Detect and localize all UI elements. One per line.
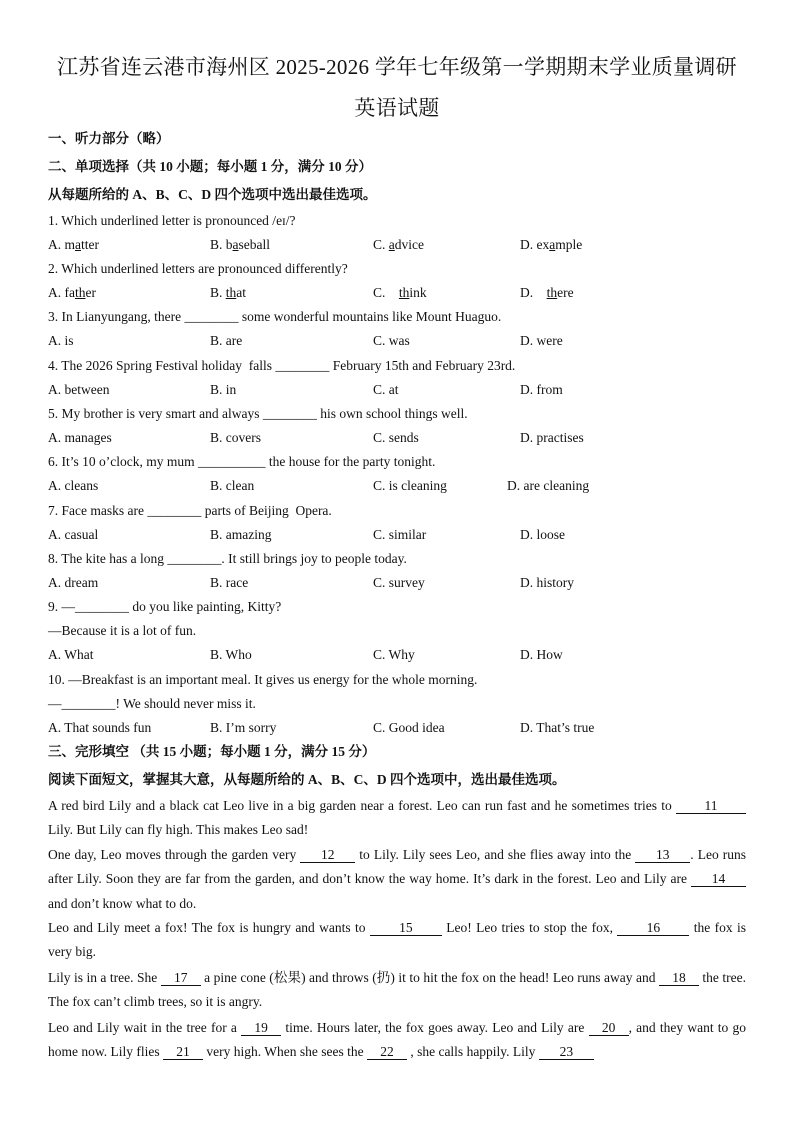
cloze-paragraph: One day, Leo moves through the garden very 12 to Lily. Lily sees Leo, and she flies away into the 13 . Leo runs after Lily. Soon they are far from the garden, and don’t know the way home. It’s dark in the forest. Leo and Lily are 14 and don’t know what to do. <box>48 847 746 911</box>
option-a: A. dream <box>48 575 99 590</box>
option-c: C. is cleaning <box>373 478 447 493</box>
cloze-blank: 11 <box>676 798 746 814</box>
option-a: A. casual <box>48 527 99 542</box>
question-stem: 4. The 2026 Spring Festival holiday falls ________ February 15th and February 23rd. <box>48 358 516 373</box>
section-single-choice-heading: 二、单项选择（共 10 小题；每小题 1 分，满分 10 分） <box>48 159 372 174</box>
option-c: C. think <box>373 285 427 300</box>
question-stem: 8. The kite has a long ________. It still brings joy to people today. <box>48 551 407 566</box>
option-d: D. loose <box>520 527 565 542</box>
option-a: A. cleans <box>48 478 99 493</box>
option-b: B. Who <box>210 647 252 662</box>
option-d: D. How <box>520 647 563 662</box>
option-c: C. similar <box>373 527 427 542</box>
cloze-blank: 12 <box>300 847 355 863</box>
option-b: B. amazing <box>210 527 272 542</box>
question-stem: 7. Face masks are ________ parts of Beijing Opera. <box>48 503 332 518</box>
question-stem: 5. My brother is very smart and always ________ his own school things well. <box>48 406 468 421</box>
cloze-blank: 17 <box>161 970 201 986</box>
cloze-paragraph: Leo and Lily meet a fox! The fox is hungry and wants to 15 Leo! Leo tries to stop the fox, 16 the fox is very big. <box>48 920 746 960</box>
cloze-paragraph: Leo and Lily wait in the tree for a 19 time. Hours later, the fox goes away. Leo and Lily are 20 , and they want to go home now. Lily flies 21 very high. When she sees the 22 , she calls happily. Lily 23 <box>48 1020 747 1060</box>
option-d: D. That’s true <box>520 720 595 735</box>
option-b: B. in <box>210 382 237 397</box>
option-b: B. baseball <box>210 237 271 252</box>
cloze-blank: 19 <box>241 1020 281 1036</box>
exam-title-line1: 江苏省连云港市海州区 2025-2026 学年七年级第一学期期末学业质量调研 <box>57 55 737 79</box>
section-cloze-instruction: 阅读下面短文，掌握其大意，从每题所给的 A、B、C、D 四个选项中，选出最佳选项。 <box>48 772 566 787</box>
option-c: C. Why <box>373 647 415 662</box>
option-d: D. from <box>520 382 563 397</box>
option-b: B. I’m sorry <box>210 720 277 735</box>
cloze-blank: 20 <box>589 1020 629 1036</box>
option-d: D. example <box>520 237 583 252</box>
question-stem: 6. It’s 10 o’clock, my mum __________ the house for the party tonight. <box>48 454 436 469</box>
option-b: B. clean <box>210 478 255 493</box>
question-stem: 10. —Breakfast is an important meal. It gives us energy for the whole morning. <box>48 672 478 687</box>
cloze-blank: 21 <box>163 1044 203 1060</box>
cloze-blank: 18 <box>659 970 699 986</box>
option-c: C. advice <box>373 237 425 252</box>
question-stem: 9. —________ do you like painting, Kitty? <box>48 599 282 614</box>
option-b: B. are <box>210 333 243 348</box>
section-cloze-heading: 三、完形填空 （共 15 小题；每小题 1 分，满分 15 分） <box>48 744 376 759</box>
cloze-blank: 15 <box>370 920 442 936</box>
option-d: D. history <box>520 575 574 590</box>
section-listening-heading: 一、听力部分（略） <box>48 131 170 146</box>
question-stem: 2. Which underlined letters are pronounced differently? <box>48 261 348 276</box>
question-response: —________! We should never miss it. <box>48 696 256 711</box>
option-d: D. practises <box>520 430 584 445</box>
section-single-choice-instruction: 从每题所给的 A、B、C、D 四个选项中选出最佳选项。 <box>48 187 377 202</box>
cloze-paragraph: A red bird Lily and a black cat Leo live in a big garden near a forest. Leo can run fast and he sometimes tries to 11 Lily. But Lily can fly high. This makes Leo sad! <box>48 794 746 843</box>
option-c: C. was <box>373 333 410 348</box>
cloze-blank: 16 <box>617 920 689 936</box>
option-d: D. there <box>520 285 574 300</box>
cloze-blank: 22 <box>367 1044 407 1060</box>
cloze-blank: 13 <box>635 847 690 863</box>
option-d: D. were <box>520 333 563 348</box>
option-b: B. race <box>210 575 249 590</box>
cloze-blank: 14 <box>691 871 746 887</box>
option-c: C. survey <box>373 575 425 590</box>
option-b: B. covers <box>210 430 261 445</box>
question-response: —Because it is a lot of fun. <box>48 623 197 638</box>
option-c: C. at <box>373 382 399 397</box>
cloze-blank: 23 <box>539 1044 594 1060</box>
option-c: C. sends <box>373 430 419 445</box>
option-b: B. that <box>210 285 247 300</box>
option-a: A. manages <box>48 430 112 445</box>
question-stem: 3. In Lianyungang, there ________ some wonderful mountains like Mount Huaguo. <box>48 309 502 324</box>
option-a: A. That sounds fun <box>48 720 152 735</box>
option-d: D. are cleaning <box>507 478 590 493</box>
option-a: A. father <box>48 285 97 300</box>
exam-title-line2: 英语试题 <box>354 96 440 120</box>
option-a: A. is <box>48 333 74 348</box>
cloze-paragraph: Lily is in a tree. She 17 a pine cone (松果) and throws (扔) it to hit the fox on the head! Leo runs away and 18 the tree. The fox can’t climb trees, so it is angry. <box>48 970 746 1010</box>
option-c: C. Good idea <box>373 720 445 735</box>
option-a: A. matter <box>48 237 99 252</box>
question-stem: 1. Which underlined letter is pronounced /eɪ/? <box>48 213 296 228</box>
option-a: A. What <box>48 647 94 662</box>
option-a: A. between <box>48 382 110 397</box>
